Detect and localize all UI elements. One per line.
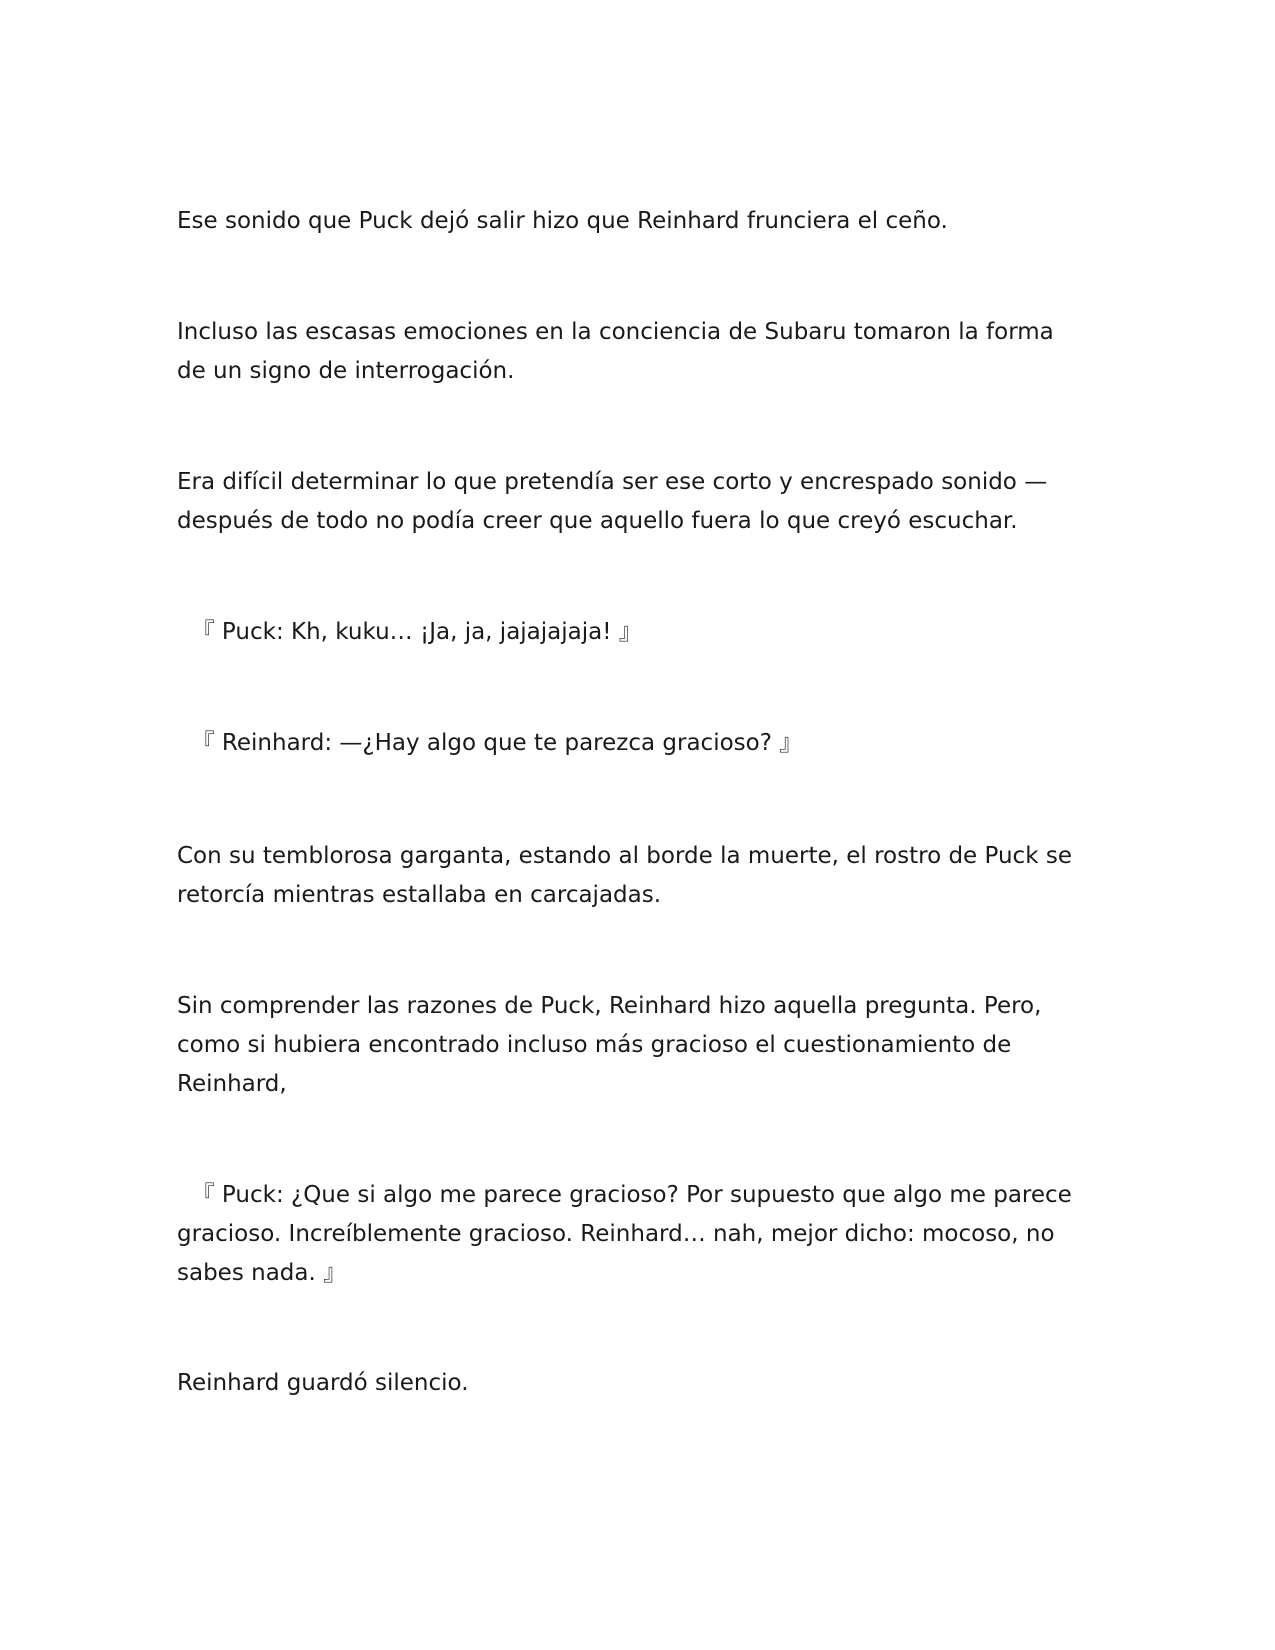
text-line: 『 Puck: Kh, kuku… ¡Ja, ja, jajajajaja! 』: [177, 619, 642, 645]
text-line: Con su temblorosa garganta, estando al borde la muerte, el rostro de Puck se: [177, 843, 1072, 869]
paragraph-dialogue-reinhard: [177, 724, 1117, 763]
text-line: Ese sonido que Puck dejó salir hizo que Reinhard frunciera el ceño.: [177, 208, 948, 234]
paragraph-narration: [177, 837, 1117, 915]
text-line: Incluso las escasas emociones en la conciencia de Subaru tomaron la forma: [177, 319, 1054, 345]
text-line: Reinhard guardó silencio.: [177, 1370, 469, 1396]
text-line: después de todo no podía creer que aquello fuera lo que creyó escuchar.: [177, 508, 1018, 534]
text-line: como si hubiera encontrado incluso más gracioso el cuestionamiento de: [177, 1032, 1012, 1058]
text-line: retorcía mientras estallaba en carcajadas.: [177, 882, 662, 908]
paragraph-narration: [177, 463, 1117, 541]
text-line: sabes nada. 』: [177, 1260, 347, 1286]
paragraph-narration: [177, 987, 1117, 1104]
paragraph-narration: [177, 313, 1117, 391]
text-line: Sin comprender las razones de Puck, Reinhard hizo aquella pregunta. Pero,: [177, 993, 1042, 1019]
paragraph-narration: [177, 202, 1117, 241]
text-line: Reinhard,: [177, 1071, 287, 1097]
text-line: 『 Reinhard: —¿Hay algo que te parezca gracioso? 』: [177, 730, 803, 756]
paragraph-dialogue-puck: [177, 613, 1117, 652]
text-line: 『 Puck: ¿Que si algo me parece gracioso? Por supuesto que algo me parece: [177, 1182, 1072, 1208]
text-line: gracioso. Increíblemente gracioso. Reinhard… nah, mejor dicho: mocoso, no: [177, 1221, 1055, 1247]
paragraph-dialogue-puck: [177, 1176, 1117, 1293]
paragraph-narration: [177, 1364, 1117, 1403]
text-line: Era difícil determinar lo que pretendía ser ese corto y encrespado sonido —: [177, 469, 1048, 495]
text-line: de un signo de interrogación.: [177, 358, 515, 384]
